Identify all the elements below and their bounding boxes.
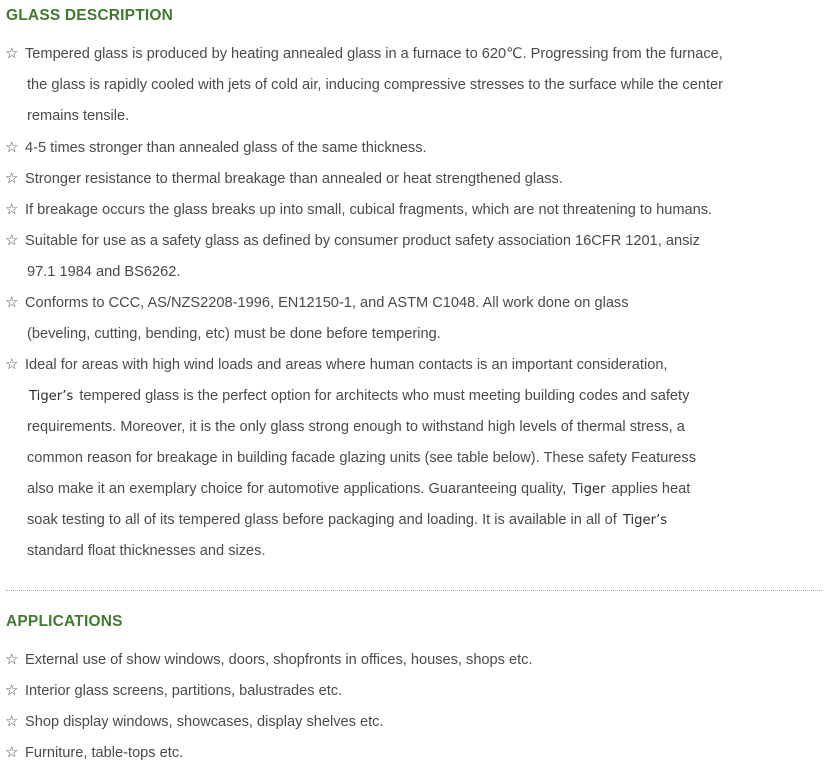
description-item-strength	[5, 132, 805, 164]
applications-heading: APPLICATIONS	[6, 613, 123, 630]
description-item-conformance	[5, 287, 805, 350]
description-line: standard float thicknesses and sizes.	[27, 543, 266, 559]
description-item-ideal-areas	[5, 349, 805, 567]
description-line: common reason for breakage in building facade glazing units (see table below). These safety Featuress	[27, 450, 696, 466]
star-bullet-icon: ☆	[5, 232, 19, 249]
description-line: ☆ Stronger resistance to thermal breakage than annealed or heat strengthened glass.	[5, 163, 805, 195]
star-bullet-icon: ☆	[5, 682, 19, 699]
description-line: 97.1 1984 and BS6262.	[27, 264, 181, 280]
glass-description-heading: GLASS DESCRIPTION	[6, 7, 174, 24]
description-item-thermal-resistance	[5, 163, 805, 195]
description-line: ☆ Ideal for areas with high wind loads and areas where human contacts is an important consideration,	[5, 349, 805, 381]
star-bullet-icon: ☆	[5, 294, 19, 311]
description-line: remains tensile.	[27, 108, 130, 124]
star-bullet-icon: ☆	[5, 45, 19, 62]
star-bullet-icon: ☆	[5, 744, 19, 761]
description-line: the glass is rapidly cooled with jets of cold air, inducing compressive stresses to the surface while the center	[27, 77, 723, 93]
description-line: ☆ 4-5 times stronger than annealed glass of the same thickness.	[5, 132, 805, 164]
description-line: ☆ If breakage occurs the glass breaks up into small, cubical fragments, which are not threatening to humans.	[5, 194, 805, 226]
application-item: ☆ Furniture, table-tops etc.	[5, 737, 805, 769]
star-bullet-icon: ☆	[5, 170, 19, 187]
star-bullet-icon: ☆	[5, 651, 19, 668]
description-line: also make it an exemplary choice for automotive applications. Guaranteeing quality, Tiger applies heat	[27, 481, 691, 497]
star-bullet-icon: ☆	[5, 356, 19, 373]
description-item-breakage	[5, 194, 805, 226]
description-line: ☆ Suitable for use as a safety glass as defined by consumer product safety association 16CFR 1201, ansiz	[5, 225, 805, 257]
description-item-safety-glass	[5, 225, 805, 288]
description-item-tempered-process	[5, 38, 805, 132]
description-line: Tiger’s tempered glass is the perfect option for architects who must meeting building codes and safety	[29, 388, 690, 404]
description-line: soak testing to all of its tempered glass before packaging and loading. It is available in all of Tiger’s	[27, 512, 668, 528]
application-item: ☆ Interior glass screens, partitions, balustrades etc.	[5, 675, 805, 707]
brand-name: Tiger’s	[29, 389, 74, 404]
application-item: ☆ External use of show windows, doors, shopfronts in offices, houses, shops etc.	[5, 644, 805, 676]
description-line: ☆ Tempered glass is produced by heating annealed glass in a furnace to 620℃. Progressing from the furnace,	[5, 38, 805, 70]
description-line: ☆ Conforms to CCC, AS/NZS2208-1996, EN12150-1, and ASTM C1048. All work done on glass	[5, 287, 805, 319]
star-bullet-icon: ☆	[5, 713, 19, 730]
application-item: ☆ Shop display windows, showcases, display shelves etc.	[5, 706, 805, 738]
description-line: (beveling, cutting, bending, etc) must be done before tempering.	[27, 326, 441, 342]
description-line: requirements. Moreover, it is the only glass strong enough to withstand high levels of thermal stress, a	[27, 419, 685, 435]
star-bullet-icon: ☆	[5, 201, 19, 218]
section-divider	[5, 590, 822, 591]
star-bullet-icon: ☆	[5, 139, 19, 156]
brand-name: Tiger’s	[622, 513, 668, 528]
brand-name: Tiger	[572, 482, 606, 497]
